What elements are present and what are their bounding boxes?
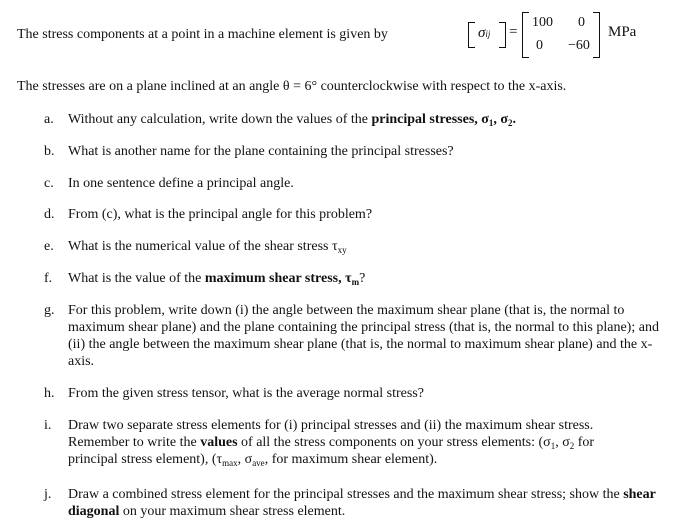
matrix-cell: 0 [578, 15, 585, 30]
lead-text: The stresses are on a plane inclined at an angle θ = 6° counterclockwise with respect to the x-axis. [17, 79, 567, 94]
matrix-cell: 0 [536, 38, 543, 53]
unit-label: MPa [608, 24, 637, 40]
intro-text: The stress components at a point in a machine element is given by [17, 27, 388, 42]
sigma-ij: σij [468, 22, 508, 48]
matrix-cell: −60 [568, 38, 590, 53]
equals-sign: = [509, 24, 518, 40]
matrix-body [522, 10, 600, 58]
stress-matrix [468, 10, 648, 60]
matrix-cell: 100 [532, 15, 553, 30]
problem-page: The stress components at a point in a machine element is given by σij = 100 0 0 −60 MPa The stresses are on a plane inclined at an angle θ = 6° counterclockwise with respect to the x-axis. a. Without any calculation, write down the values of the principal stresses, $\sigma_1$, $\sigma_2$. b. What is another name for the plane containing the principal stresses? c. In one sentence define a principal angle. d. From (c), what is the principal angle for this problem? e. What is the numerical value of the shear stress $\tau_{xy}$ f. What is the value of the maximum shear stress, $\tau_m$? g. For this problem, write down (i) the angle between the maximum shear plane (that is, the normal to maximum shear plane) and the plane containing the principal stress (that is, the normal to this plane); and (ii) the angle between the maximum shear plane (that is, the normal to maximum shear plane) and the x-axis. h. From the given stress tensor, what is the average normal stress? i. Draw two separate stress elements for (i) principal stresses and (ii) the maximum shear stress. Remember to write the values of all the stress components on your stress elements: ($\sigma_1$, $\sigma_2$ for principal stress element), ($\tau_{max}$, $\sigma_{ave}$, for maximum shear element). j. Draw a combined stress element for the principal stresses and the maximum shear stress; show the shear diagonal on your maximum shear stress element. [0, 0, 700, 526]
